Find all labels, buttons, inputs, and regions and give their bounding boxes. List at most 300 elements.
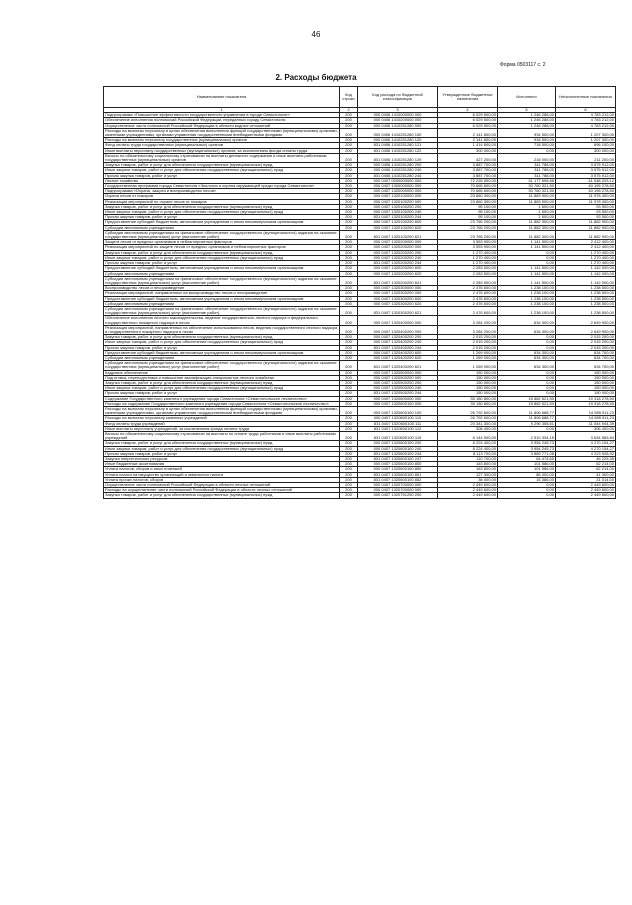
cell-classification-code: 000 0407 1320400200 620 bbox=[358, 355, 438, 360]
cell-classification-code: 831 0407 1320600100 119 bbox=[358, 432, 438, 441]
cell-line-code: 200 bbox=[340, 306, 358, 315]
cell-indicator-name: Осуществление части полномочий Российской Федерации в области лесных отношений bbox=[104, 483, 340, 488]
cell-executed: 1 246 288,00 bbox=[498, 113, 556, 118]
cell-unexecuted: 21 014,00 bbox=[556, 477, 616, 482]
cell-classification-code: 831 0406 1410251280 122 bbox=[358, 148, 438, 153]
cell-indicator-name: Уплата прочих налогов, сборов bbox=[104, 477, 340, 482]
cell-executed: 934 500,00 bbox=[498, 138, 556, 143]
cell-executed: 634 300,00 bbox=[498, 316, 556, 325]
cell-indicator-name: Обеспечение исполнения лесного законодательства, ведение государственного лесного надзора и федерального государственного пожарного надзора в лесах bbox=[104, 316, 340, 325]
cell-line-code: 200 bbox=[340, 451, 358, 456]
cell-approved: 150 000,00 bbox=[438, 375, 498, 380]
cell-indicator-name: Прочая закупка товаров, работ и услуг bbox=[104, 451, 340, 456]
cell-approved: 23 860 300,00 bbox=[438, 199, 498, 204]
cell-executed: 0,00 bbox=[498, 335, 556, 340]
cell-classification-code: 831 0406 1410251280 244 bbox=[358, 173, 438, 178]
cell-line-code: 200 bbox=[340, 316, 358, 325]
cell-indicator-name: Субсидии автономным учреждениям на финансовое обеспечение государственного (муниципального) задания на оказание государственных (муниципальных) услуг (выполнение работ) bbox=[104, 306, 340, 315]
cell-approved: 300 000,00 bbox=[438, 148, 498, 153]
cell-classification-code: 000 0407 1320300200 620 bbox=[358, 301, 438, 306]
cell-line-code: 200 bbox=[340, 210, 358, 215]
cell-classification-code: 000 0407 1320000000 000 bbox=[358, 189, 438, 194]
cell-executed: 30 760 321,50 bbox=[498, 184, 556, 189]
cell-executed: 11 883 900,00 bbox=[498, 194, 556, 199]
cell-line-code: 200 bbox=[340, 483, 358, 488]
cell-unexecuted: 2 449 600,00 bbox=[556, 493, 616, 498]
cell-unexecuted: 150 000,00 bbox=[556, 375, 616, 380]
cell-line-code: 200 bbox=[340, 335, 358, 340]
cell-approved: 150 000,00 bbox=[438, 380, 498, 385]
cell-executed: 15 862 521,50 bbox=[498, 396, 556, 401]
cell-line-code: 200 bbox=[340, 138, 358, 143]
cell-indicator-name: Подпрограмма «Охрана, защита и воспроизводство лесов» bbox=[104, 189, 340, 194]
cell-line-code: 200 bbox=[340, 271, 358, 276]
cell-classification-code: 000 0407 1320300000 000 bbox=[358, 286, 438, 291]
cell-unexecuted: 1 142 000,00 bbox=[556, 276, 616, 285]
cell-line-code: 200 bbox=[340, 467, 358, 472]
cell-executed: 9 296 355,61 bbox=[498, 421, 556, 426]
cell-classification-code: 000 0407 1320400200 600 bbox=[358, 350, 438, 355]
cell-unexecuted: 19 318 278,50 bbox=[556, 396, 616, 401]
cell-line-code: 200 bbox=[340, 276, 358, 285]
cell-classification-code: 831 0407 1320400200 244 bbox=[358, 345, 438, 350]
cell-approved: 127 300,00 bbox=[438, 472, 498, 477]
cell-executed: 0,00 bbox=[498, 380, 556, 385]
cell-executed: 3 889 771,08 bbox=[498, 451, 556, 456]
cell-indicator-name: Кадровое обеспечение bbox=[104, 370, 340, 375]
cell-executed: 1 238 100,00 bbox=[498, 296, 556, 301]
cell-line-code: 200 bbox=[340, 215, 358, 220]
cell-approved: 150 000,00 bbox=[438, 391, 498, 396]
table-row bbox=[104, 128, 616, 137]
cell-unexecuted: 150 000,00 bbox=[556, 380, 616, 385]
cell-approved: 150 000,00 bbox=[438, 370, 498, 375]
cell-classification-code: 000 0407 1320600100 800 bbox=[358, 462, 438, 467]
cell-approved: 2 141 800,00 bbox=[438, 128, 498, 137]
cell-line-code: 200 bbox=[340, 291, 358, 296]
cell-classification-code: 831 0406 1410251280 129 bbox=[358, 153, 438, 162]
cell-unexecuted: 1 238 500,00 bbox=[556, 301, 616, 306]
cell-line-code: 200 bbox=[340, 386, 358, 391]
table-header-row bbox=[104, 87, 616, 108]
cell-executed: 1 141 500,00 bbox=[498, 245, 556, 250]
cell-executed: 11 883 900,00 bbox=[498, 199, 556, 204]
header-indicator-name: Наименование показателя bbox=[104, 87, 340, 108]
column-number: 2 bbox=[340, 108, 358, 113]
cell-approved: 2 476 600,00 bbox=[438, 301, 498, 306]
cell-unexecuted: 11 976 400,00 bbox=[556, 194, 616, 199]
cell-approved: 70 665 600,00 bbox=[438, 189, 498, 194]
cell-unexecuted: 4 783 212,00 bbox=[556, 113, 616, 118]
cell-indicator-name: Иные выплаты персоналу государственных (муниципальных) органов, за исключением фонда оплаты труда bbox=[104, 148, 340, 153]
cell-line-code: 200 bbox=[340, 406, 358, 415]
cell-executed: 718 500,00 bbox=[498, 143, 556, 148]
cell-line-code: 200 bbox=[340, 488, 358, 493]
cell-line-code: 200 bbox=[340, 173, 358, 178]
cell-executed: 1 246 288,00 bbox=[498, 123, 556, 128]
cell-line-code: 200 bbox=[340, 396, 358, 401]
cell-line-code: 200 bbox=[340, 340, 358, 345]
cell-approved: 72 225 900,00 bbox=[438, 178, 498, 183]
cell-approved: 3 887 700,00 bbox=[438, 163, 498, 168]
cell-approved: 6 029 500,00 bbox=[438, 118, 498, 123]
cell-classification-code: 831 0407 1320200200 244 bbox=[358, 261, 438, 266]
cell-unexecuted: 1 142 000,00 bbox=[556, 266, 616, 271]
cell-indicator-name: Взносы по обязательному социальному страхованию на выплаты денежного содержания и иные выплаты работникам государственных (муниципальных) органов bbox=[104, 153, 340, 162]
table-row bbox=[104, 230, 616, 239]
cell-indicator-name: Прочая закупка товаров, работ и услуг bbox=[104, 173, 340, 178]
cell-unexecuted: 93 500,00 bbox=[556, 215, 616, 220]
cell-approved: 8 113 700,00 bbox=[438, 451, 498, 456]
table-row bbox=[104, 325, 616, 334]
cell-approved: 6 029 500,00 bbox=[438, 123, 498, 128]
cell-indicator-name: Закупка товаров, работ и услуг для обеспечения государственных (муниципальных) нужд bbox=[104, 441, 340, 446]
cell-executed: 0,00 bbox=[498, 386, 556, 391]
cell-indicator-name: Прочая закупка товаров, работ и услуг bbox=[104, 215, 340, 220]
cell-indicator-name: Подготовка, переподготовка и повышение квалификации специалистов лесного хозяйства bbox=[104, 375, 340, 380]
cell-executed: 1 238 100,00 bbox=[498, 286, 556, 291]
cell-indicator-name: Государственная программа города Севастополя «Экология и охрана окружающей среды города Севастополя» bbox=[104, 184, 340, 189]
cell-line-code: 200 bbox=[340, 266, 358, 271]
cell-indicator-name: Субсидии автономным учреждениям bbox=[104, 271, 340, 276]
cell-classification-code: 831 0407 1320300200 621 bbox=[358, 306, 438, 315]
cell-unexecuted: 3 575 912,00 bbox=[556, 173, 616, 178]
cell-classification-code: 000 0407 1320600100 240 bbox=[358, 446, 438, 451]
cell-executed: 634 300,00 bbox=[498, 325, 556, 334]
column-number: 1 bbox=[104, 108, 340, 113]
cell-line-code: 200 bbox=[340, 432, 358, 441]
cell-line-code: 200 bbox=[340, 163, 358, 168]
cell-unexecuted: 306 400,00 bbox=[556, 426, 616, 431]
cell-executed: 634 300,00 bbox=[498, 350, 556, 355]
cell-indicator-name: Закупка товаров, работ и услуг для обеспечения государственных (муниципальных) нужд bbox=[104, 380, 340, 385]
cell-indicator-name: Обеспечение исполнения полномочий Российской Федерации, переданных городу Севастополю bbox=[104, 118, 340, 123]
cell-line-code: 200 bbox=[340, 446, 358, 451]
cell-executed: 0,00 bbox=[498, 391, 556, 396]
cell-classification-code: 000 0406 1410251280 240 bbox=[358, 168, 438, 173]
cell-classification-code: 831 0407 1320600100 851 bbox=[358, 472, 438, 477]
cell-classification-code: 000 0407 1320200200 240 bbox=[358, 255, 438, 260]
cell-approved: 150 000,00 bbox=[438, 386, 498, 391]
cell-executed: 11 882 300,00 bbox=[498, 225, 556, 230]
cell-executed: 216 000,00 bbox=[498, 153, 556, 162]
cell-unexecuted: 1 142 000,00 bbox=[556, 271, 616, 276]
cell-indicator-name: Предоставление субсидий бюджетным, автономным учреждениям и иным некоммерческим организациям bbox=[104, 220, 340, 225]
cell-approved: 2 015 200,00 bbox=[438, 340, 498, 345]
cell-approved: 1 269 000,00 bbox=[438, 361, 498, 370]
budget-table-container bbox=[103, 86, 615, 499]
cell-unexecuted: 11 882 900,00 bbox=[556, 230, 616, 239]
cell-approved: 35 180 800,00 bbox=[438, 396, 498, 401]
cell-classification-code: 000 0407 1320600100 100 bbox=[358, 406, 438, 415]
cell-line-code: 200 bbox=[340, 301, 358, 306]
cell-classification-code: 831 0406 1410251280 121 bbox=[358, 143, 438, 148]
cell-classification-code: 000 0407 1320200200 000 bbox=[358, 245, 438, 250]
cell-line-code: 200 bbox=[340, 204, 358, 209]
cell-indicator-name: Иные бюджетные ассигнования bbox=[104, 462, 340, 467]
cell-indicator-name: Расходы на выплаты персоналу в целях обеспечения выполнения функций государственными (муниципальными) органами, казенными учреждениями, органами управления государственными внебюджетными фондами bbox=[105, 128, 338, 138]
cell-line-code: 200 bbox=[340, 355, 358, 360]
cell-executed: 1 246 288,00 bbox=[498, 118, 556, 123]
cell-approved: 2 476 600,00 bbox=[438, 296, 498, 301]
cell-line-code: 200 bbox=[340, 220, 358, 225]
cell-line-code: 200 bbox=[340, 118, 358, 123]
cell-unexecuted: 93 500,00 bbox=[556, 210, 616, 215]
cell-classification-code: 831 0407 1320600100 111 bbox=[358, 421, 438, 426]
cell-executed: 634 300,00 bbox=[498, 355, 556, 360]
cell-executed: 11 882 300,00 bbox=[498, 230, 556, 239]
column-number: 6 bbox=[556, 108, 616, 113]
cell-indicator-name: Расходы на содержание Государственного казенного учреждения города Севастополя «Севастопольское лесничество» bbox=[104, 401, 340, 406]
cell-line-code: 200 bbox=[340, 350, 358, 355]
cell-indicator-name: Иные закупки товаров, работ и услуг для обеспечения государственных (муниципальных) нужд bbox=[104, 210, 340, 215]
cell-indicator-name: Субсидии автономным учреждениям bbox=[104, 301, 340, 306]
cell-classification-code: 000 0407 1320100200 620 bbox=[358, 225, 438, 230]
cell-indicator-name: Расходы на выплаты персоналу государственных (муниципальных) органов bbox=[104, 138, 340, 143]
cell-indicator-name: Субсидии автономным учреждениям на финансовое обеспечение государственного (муниципального) задания на оказание государственных (муниципальных) услуг (выполнение работ) bbox=[104, 230, 340, 239]
cell-approved: 2 476 600,00 bbox=[438, 306, 498, 315]
cell-classification-code: 000 0407 1320100200 000 bbox=[358, 199, 438, 204]
cell-executed: 30 760 321,50 bbox=[498, 189, 556, 194]
cell-unexecuted: 2 649 900,00 bbox=[556, 316, 616, 325]
cell-approved: 3 887 700,00 bbox=[438, 168, 498, 173]
cell-approved: 306 400,00 bbox=[438, 426, 498, 431]
page-number: 46 bbox=[311, 30, 321, 39]
cell-indicator-name: Фонд оплаты труда государственных (муниципальных) органов bbox=[104, 143, 340, 148]
cell-approved: 26 792 600,00 bbox=[438, 406, 498, 415]
table-row bbox=[104, 276, 616, 285]
cell-executed: 11 806 688,77 bbox=[498, 406, 556, 415]
table-row bbox=[104, 361, 616, 370]
cell-classification-code: 000 0407 1320200200 200 bbox=[358, 250, 438, 255]
cell-line-code: 200 bbox=[340, 472, 358, 477]
cell-executed: 1 238 100,00 bbox=[498, 291, 556, 296]
cell-line-code: 200 bbox=[340, 421, 358, 426]
cell-unexecuted: 4 223 928,92 bbox=[556, 451, 616, 456]
cell-classification-code: 000 0407 1320600100 000 bbox=[358, 401, 438, 406]
cell-indicator-name: Реализация мероприятий, направленных на воспроизводство лесов и лесоразведение bbox=[104, 291, 340, 296]
cell-unexecuted: 62 214,00 bbox=[556, 462, 616, 467]
cell-indicator-name: Иные закупки товаров, работ и услуг для обеспечения государственных (муниципальных) нужд bbox=[104, 446, 340, 451]
cell-indicator-name: Реализация мероприятий по охране лесов от пожаров bbox=[104, 199, 340, 204]
cell-classification-code: 000 0406 1410251280 120 bbox=[358, 138, 438, 143]
cell-indicator-name: Воспроизводство лесов и лесоразведение bbox=[104, 286, 340, 291]
cell-approved: 1 414 600,00 bbox=[438, 143, 498, 148]
cell-unexecuted: 2 449 600,00 bbox=[556, 483, 616, 488]
cell-executed: 11 806 688,77 bbox=[498, 416, 556, 421]
cell-unexecuted: 2 412 400,00 bbox=[556, 245, 616, 250]
cell-line-code: 200 bbox=[340, 225, 358, 230]
cell-unexecuted: 11 882 900,00 bbox=[556, 220, 616, 225]
cell-line-code: 200 bbox=[340, 148, 358, 153]
cell-classification-code: 000 0407 1320100200 240 bbox=[358, 210, 438, 215]
cell-unexecuted: 1 238 500,00 bbox=[556, 296, 616, 301]
cell-unexecuted: 41 048 203,12 bbox=[556, 178, 616, 183]
cell-indicator-name: Расходы на выплаты персоналу в целях обеспечения выполнения функций государственными (муниципальными) органами, казенными учреждениями, органами управления государственными внебюджетными фондами bbox=[105, 406, 338, 416]
cell-line-code: 200 bbox=[340, 375, 358, 380]
cell-indicator-name: Охрана лесов от пожаров bbox=[104, 194, 340, 199]
cell-executed: 0,00 bbox=[498, 370, 556, 375]
cell-approved: 2 141 800,00 bbox=[438, 138, 498, 143]
cell-line-code: 200 bbox=[340, 345, 358, 350]
table-body bbox=[104, 113, 616, 498]
cell-executed: 0,00 bbox=[498, 148, 556, 153]
cell-indicator-name: Закупка энергетических ресурсов bbox=[104, 457, 340, 462]
page-title: 2. Расходы бюджета bbox=[275, 73, 357, 82]
cell-classification-code: 000 0407 1320100200 600 bbox=[358, 220, 438, 225]
cell-classification-code: 000 0407 1320600100 110 bbox=[358, 416, 438, 421]
cell-executed: 0,00 bbox=[498, 261, 556, 266]
cell-executed: 311 788,00 bbox=[498, 163, 556, 168]
cell-unexecuted: 4 783 212,00 bbox=[556, 123, 616, 128]
cell-line-code: 200 bbox=[340, 194, 358, 199]
cell-unexecuted: 11 882 900,00 bbox=[556, 225, 616, 230]
cell-executed: 2 510 334,15 bbox=[498, 432, 556, 441]
cell-line-code: 200 bbox=[340, 426, 358, 431]
cell-approved: 23 860 300,00 bbox=[438, 194, 498, 199]
cell-executed: 0,00 bbox=[498, 375, 556, 380]
cell-unexecuted: 46 225,35 bbox=[556, 457, 616, 462]
cell-executed: 0,00 bbox=[498, 340, 556, 345]
cell-unexecuted: 41 300,00 bbox=[556, 472, 616, 477]
cell-line-code: 200 bbox=[340, 361, 358, 370]
cell-classification-code: 831 0407 1320600100 244 bbox=[358, 451, 438, 456]
cell-approved: 2 449 600,00 bbox=[438, 493, 498, 498]
cell-line-code: 200 bbox=[340, 153, 358, 162]
column-number: 5 bbox=[498, 108, 556, 113]
cell-executed: 934 500,00 bbox=[498, 128, 556, 137]
cell-line-code: 200 bbox=[340, 123, 358, 128]
cell-approved: 20 341 300,00 bbox=[438, 421, 498, 426]
cell-approved: 95 100,00 bbox=[438, 210, 498, 215]
cell-indicator-name: Закупка товаров, работ и услуг для обеспечения государственных (муниципальных) нужд bbox=[104, 250, 340, 255]
cell-line-code: 200 bbox=[340, 189, 358, 194]
cell-unexecuted: 2 412 400,00 bbox=[556, 240, 616, 245]
cell-unexecuted: 150 000,00 bbox=[556, 386, 616, 391]
cell-executed: 634 300,00 bbox=[498, 361, 556, 370]
cell-classification-code: 000 0407 1300000000 000 bbox=[358, 184, 438, 189]
cell-indicator-name: Подпрограмма «Повышение эффективности государственного управления в городе Севастополе» bbox=[104, 113, 340, 118]
cell-indicator-name: Предоставление субсидий бюджетным, автономным учреждениям и иным некоммерческим организациям bbox=[104, 266, 340, 271]
cell-approved: 23 765 200,00 bbox=[438, 225, 498, 230]
cell-line-code: 200 bbox=[340, 477, 358, 482]
table-row bbox=[104, 316, 616, 325]
cell-executed: 0,00 bbox=[498, 426, 556, 431]
cell-approved: 35 180 800,00 bbox=[438, 401, 498, 406]
cell-indicator-name: Иные выплаты персоналу учреждений, за исключением фонда оплаты труда bbox=[104, 426, 340, 431]
cell-classification-code: 831 0407 1320600100 247 bbox=[358, 457, 438, 462]
cell-line-code: 200 bbox=[340, 296, 358, 301]
budget-expenditures-table bbox=[103, 86, 616, 499]
cell-approved: 3 553 900,00 bbox=[438, 245, 498, 250]
cell-line-code: 200 bbox=[340, 457, 358, 462]
cell-unexecuted: 211 200,00 bbox=[556, 153, 616, 162]
cell-executed: 101 586,00 bbox=[498, 467, 556, 472]
cell-approved: 163 800,00 bbox=[438, 467, 498, 472]
cell-line-code: 200 bbox=[340, 113, 358, 118]
cell-unexecuted: 1 238 500,00 bbox=[556, 291, 616, 296]
cell-indicator-name: Субсидии автономным учреждениям на финансовое обеспечение государственного (муниципального) задания на оказание государственных (муниципальных) услуг (выполнение работ) bbox=[104, 276, 340, 285]
cell-executed: 15 386,00 bbox=[498, 477, 556, 482]
cell-classification-code: 000 0407 1320400200 000 bbox=[358, 325, 438, 334]
cell-classification-code: 831 0407 1320100200 244 bbox=[358, 215, 438, 220]
cell-approved: 3 284 200,00 bbox=[438, 316, 498, 325]
cell-line-code: 200 bbox=[340, 391, 358, 396]
table-row bbox=[104, 493, 616, 498]
cell-indicator-name: Расходы на выплаты персоналу казенных учреждений bbox=[104, 416, 340, 421]
cell-approved: 2 283 500,00 bbox=[438, 266, 498, 271]
cell-classification-code: 000 0407 1320600000 000 bbox=[358, 396, 438, 401]
cell-unexecuted: 1 207 300,00 bbox=[556, 128, 616, 137]
cell-line-code: 200 bbox=[340, 441, 358, 446]
cell-classification-code: 000 0407 1320600100 200 bbox=[358, 441, 438, 446]
cell-unexecuted: 2 015 200,00 bbox=[556, 335, 616, 340]
cell-approved: 95 100,00 bbox=[438, 204, 498, 209]
cell-line-code: 200 bbox=[340, 184, 358, 189]
cell-indicator-name: Субсидии автономным учреждениям на финансовое обеспечение государственного (муниципального) задания на оказание государственных (муниципальных) услуг (выполнение работ) bbox=[104, 361, 340, 370]
cell-executed: 311 788,00 bbox=[498, 168, 556, 173]
cell-executed: 31 177 696,88 bbox=[498, 178, 556, 183]
cell-approved: 6 029 500,00 bbox=[438, 113, 498, 118]
cell-unexecuted: 11 976 400,00 bbox=[556, 199, 616, 204]
cell-approved: 8 224 400,00 bbox=[438, 446, 498, 451]
cell-unexecuted: 1 207 300,00 bbox=[556, 138, 616, 143]
cell-classification-code: 000 0407 1320600100 850 bbox=[358, 467, 438, 472]
cell-classification-code: 000 0406 1410200000 000 bbox=[358, 118, 438, 123]
cell-executed: 311 788,00 bbox=[498, 173, 556, 178]
cell-classification-code: 000 0407 1320700000 000 bbox=[358, 483, 438, 488]
cell-approved: 163 800,00 bbox=[438, 462, 498, 467]
cell-approved: 427 200,00 bbox=[438, 153, 498, 162]
table-row bbox=[104, 432, 616, 441]
cell-executed: 0,00 bbox=[498, 488, 556, 493]
cell-approved: 95 100,00 bbox=[438, 215, 498, 220]
cell-line-code: 200 bbox=[340, 199, 358, 204]
cell-executed: 0,00 bbox=[498, 255, 556, 260]
cell-executed: 86 000,00 bbox=[498, 472, 556, 477]
cell-indicator-name: Закупка товаров, работ и услуг для обеспечения государственных (муниципальных) нужд bbox=[104, 335, 340, 340]
cell-classification-code: 000 0407 1320200200 620 bbox=[358, 271, 438, 276]
cell-classification-code: 831 0407 1320500200 244 bbox=[358, 391, 438, 396]
cell-indicator-name: Закупка товаров, работ и услуг для обеспечения государственных (муниципальных) нужд bbox=[104, 493, 340, 498]
cell-indicator-name: Уплата налогов, сборов и иных платежей bbox=[104, 467, 340, 472]
cell-indicator-name: Закупка товаров, работ и услуг для обеспечения государственных (муниципальных) нужд bbox=[104, 204, 340, 209]
cell-unexecuted: 11 044 944,39 bbox=[556, 421, 616, 426]
cell-executed: 1 600,00 bbox=[498, 210, 556, 215]
cell-indicator-name: Реализация мероприятий по защите лесов от вредных организмов и неблагоприятных факторов bbox=[104, 245, 340, 250]
cell-classification-code: 000 0406 1410251280 200 bbox=[358, 163, 438, 168]
cell-classification-code: 831 0407 1320200200 621 bbox=[358, 276, 438, 285]
cell-approved: 2 449 600,00 bbox=[438, 488, 498, 493]
cell-approved: 2 449 600,00 bbox=[438, 483, 498, 488]
cell-classification-code: 000 0407 1320500200 000 bbox=[358, 375, 438, 380]
cell-executed: 1 238 100,00 bbox=[498, 306, 556, 315]
cell-unexecuted: 300 000,00 bbox=[556, 148, 616, 153]
form-reference: Форма 0503117 с. 2 bbox=[500, 62, 546, 68]
cell-unexecuted: 40 195 278,50 bbox=[556, 184, 616, 189]
cell-indicator-name: Защита лесов от вредных организмов и неблагоприятных факторов bbox=[104, 240, 340, 245]
cell-line-code: 200 bbox=[340, 261, 358, 266]
cell-classification-code: 000 0407 1320300200 600 bbox=[358, 296, 438, 301]
cell-unexecuted: 150 000,00 bbox=[556, 391, 616, 396]
cell-executed: 64 474,65 bbox=[498, 457, 556, 462]
cell-classification-code: 000 0407 0000000000 000 bbox=[358, 178, 438, 183]
cell-line-code: 200 bbox=[340, 416, 358, 421]
cell-executed: 11 882 300,00 bbox=[498, 220, 556, 225]
cell-classification-code: 000 0406 1410251280 000 bbox=[358, 123, 438, 128]
cell-classification-code: 000 0407 1320500200 200 bbox=[358, 380, 438, 385]
cell-approved: 3 553 900,00 bbox=[438, 240, 498, 245]
